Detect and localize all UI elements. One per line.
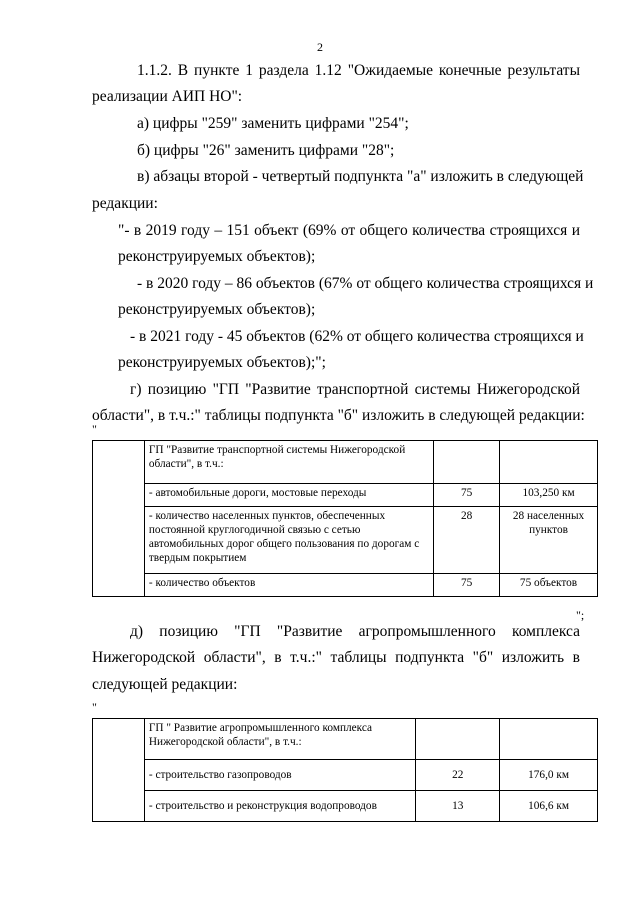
paragraph-line: реконструируемых объектов); [118, 248, 316, 265]
paragraph-line: - в 2021 году - 45 объектов (62% от общего количества строящихся и [130, 328, 584, 345]
open-quote: " [92, 700, 97, 714]
table-cell: - строительство и реконструкция водопроводов [144, 791, 416, 822]
table-cell: 103,250 км [500, 484, 598, 507]
table-agro [92, 718, 598, 822]
paragraph-line: а) цифры "259" заменить цифрами "254"; [137, 115, 409, 132]
table-row [93, 441, 598, 484]
table-cell: 28 [434, 507, 500, 574]
table-cell [416, 719, 500, 760]
paragraph-line: следующей редакции: [92, 676, 238, 693]
table-row [93, 719, 598, 760]
paragraph-line: реконструируемых объектов); [118, 301, 316, 318]
table-cell [434, 441, 500, 484]
table-cell: 75 объектов [500, 574, 598, 597]
table-cell: - количество объектов [144, 574, 433, 597]
paragraph-line: - в 2020 году – 86 объектов (67% от общего количества строящихся и [137, 275, 594, 292]
paragraph-line: д) позицию "ГП "Развитие агропромышленного комплекса [130, 623, 580, 640]
paragraph-line: области", в т.ч.:" таблицы подпункта "б" изложить в следующей редакции: [92, 407, 585, 424]
paragraph-line: "- в 2019 году – 151 объект (69% от общего количества строящихся и [118, 222, 580, 239]
table-cell: 106,6 км [500, 791, 598, 822]
paragraph-line: редакции: [92, 195, 158, 212]
table-cell: - автомобильные дороги, мостовые переходы [144, 484, 433, 507]
table-row [93, 791, 598, 822]
table-cell: - строительство газопроводов [144, 760, 416, 791]
table-cell [500, 441, 598, 484]
table-cell: - количество населенных пунктов, обеспеченных постоянной круглогодичной связью с сетью автомобильных дорог общего пользования по дорогам с твердым покрытием [144, 507, 433, 574]
table-row [93, 507, 598, 574]
table-transport [92, 440, 598, 597]
table-cell: 75 [434, 484, 500, 507]
paragraph-line: г) позицию "ГП "Развитие транспортной системы Нижегородской [130, 381, 580, 398]
table-row [93, 484, 598, 507]
close-quote: "; [576, 608, 585, 622]
paragraph-line: реконструируемых объектов);"; [118, 354, 326, 371]
table-cell: ГП " Развитие агропромышленного комплекса Нижегородской области", в т.ч.: [144, 719, 416, 760]
table-row [93, 760, 598, 791]
table-row [93, 574, 598, 597]
paragraph-line: Нижегородской области", в т.ч.:" таблицы подпункта "б" изложить в [92, 649, 580, 666]
paragraph-line: 1.1.2. В пункте 1 раздела 1.12 "Ожидаемые конечные результаты [137, 62, 580, 79]
paragraph-line: б) цифры "26" заменить цифрами "28"; [137, 142, 395, 159]
table-cell: 28 населенных пунктов [500, 507, 598, 574]
paragraph-line: реализации АИП НО": [92, 88, 243, 105]
table-cell: 176,0 км [500, 760, 598, 791]
page-number: 2 [317, 40, 323, 54]
table-cell: 22 [416, 760, 500, 791]
open-quote: " [92, 422, 97, 436]
table-cell: ГП "Развитие транспортной системы Нижегородской области", в т.ч.: [144, 441, 433, 484]
table-cell: 13 [416, 791, 500, 822]
table-cell: 75 [434, 574, 500, 597]
paragraph-line: в) абзацы второй - четвертый подпункта "а" изложить в следующей [137, 168, 584, 185]
table-cell [500, 719, 598, 760]
